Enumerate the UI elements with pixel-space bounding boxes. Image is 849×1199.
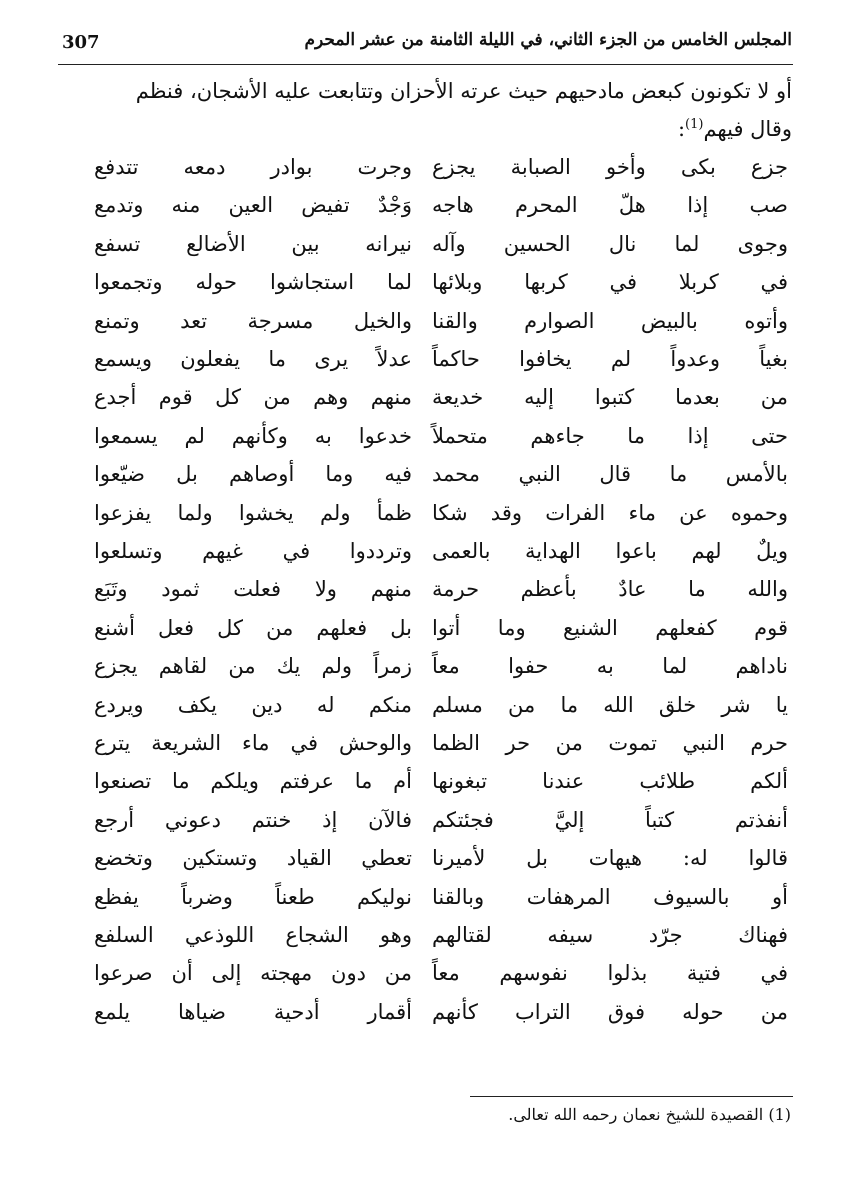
footnote-divider	[470, 1096, 793, 1097]
verse-second-hemistich: منهم ولا فعلت ثمود وتَبَع	[94, 577, 412, 602]
verse-second-hemistich: نوليكم طعناً وضرباً يفظع	[94, 884, 412, 909]
poem-verse	[0, 494, 849, 532]
verse-first-hemistich: ويلٌ لهم باعوا الهداية بالعمى	[432, 539, 788, 563]
intro-line-2	[60, 108, 792, 146]
poem	[0, 148, 849, 1068]
footnote-marker: (1)	[768, 1105, 791, 1124]
verse-first-hemistich: حتى إذا ما جاءهم متحملاً	[432, 423, 788, 448]
verse-first-hemistich: يا شر خلق الله ما من مسلم	[432, 692, 788, 717]
intro-line-2-colon: :	[677, 117, 686, 141]
poem-verse	[0, 686, 849, 724]
verse-first-hemistich: في كربلا في كربها وبلائها	[432, 270, 788, 295]
verse-first-hemistich: أنفذتم كتباً إليَّ فجئتكم	[432, 807, 788, 832]
poem-verse	[0, 532, 849, 570]
footnote	[508, 1102, 791, 1128]
verse-second-hemistich: والخيل مسرجة تعد وتمنع	[94, 308, 412, 333]
verse-first-hemistich: بالأمس ما قال النبي محمد	[432, 462, 788, 487]
verse-first-hemistich: أو بالسيوف المرهفات وبالقنا	[432, 884, 788, 909]
verse-first-hemistich: بغياً وعدواً لم يخافوا حاكماً	[432, 347, 788, 371]
poem-verse	[0, 340, 849, 378]
poem-verse	[0, 916, 849, 954]
verse-first-hemistich: في فتية بذلوا نفوسهم معاً	[432, 961, 788, 986]
verse-first-hemistich: قوم كفعلهم الشنيع وما أتوا	[432, 615, 788, 640]
poem-verse	[0, 801, 849, 839]
verse-second-hemistich: نيرانه بين الأضالع تسفع	[94, 231, 412, 256]
verse-second-hemistich: أقمار أدحية ضياها يلمع	[94, 999, 412, 1024]
verse-second-hemistich: لما استجاشوا حوله وتجمعوا	[94, 270, 412, 295]
verse-first-hemistich: وجوى لما نال الحسين وآله	[432, 231, 788, 256]
verse-second-hemistich: منكم له دين يكف ويردع	[94, 692, 412, 717]
verse-first-hemistich: جزع بكى وأخو الصبابة يجزع	[432, 155, 788, 179]
verse-first-hemistich: فهناك جرّد سيفه لقتالهم	[432, 923, 788, 947]
verse-second-hemistich: وَجْدٌ تفيض العين منه وتدمع	[94, 193, 412, 218]
verse-second-hemistich: وترددوا في غيهم وتسلعوا	[94, 539, 412, 563]
poem-verse	[0, 302, 849, 340]
poem-verse	[0, 148, 849, 186]
poem-verse	[0, 609, 849, 647]
intro-paragraph	[60, 74, 792, 146]
verse-first-hemistich: وأتوه بالبيض الصوارم والقنا	[432, 308, 788, 333]
verse-first-hemistich: حرم النبي تموت من حر الظما	[432, 731, 788, 755]
verse-second-hemistich: تعطي القياد وتستكين وتخضع	[94, 846, 412, 871]
intro-line-1: أو لا تكونون كبعض مادحيهم حيث عرته الأحزان وتتابعت عليه الأشجان، فنظم	[135, 79, 792, 103]
verse-first-hemistich: قالوا له: هيهات بل لأميرنا	[432, 846, 788, 871]
footnote-text: القصيدة للشيخ نعمان رحمه الله تعالى.	[508, 1105, 764, 1124]
poem-verse	[0, 225, 849, 263]
verse-second-hemistich: خدعوا به وكأنهم لم يسمعوا	[94, 423, 412, 448]
page-header	[62, 30, 792, 64]
verse-second-hemistich: فيه وما أوصاهم بل ضيّعوا	[94, 462, 412, 487]
poem-verse	[0, 455, 849, 493]
poem-verse	[0, 954, 849, 992]
poem-verse	[0, 878, 849, 916]
verse-second-hemistich: عدلاً يرى ما يفعلون ويسمع	[94, 347, 412, 371]
verse-first-hemistich: من حوله فوق التراب كأنهم	[432, 999, 788, 1024]
verse-first-hemistich: من بعدما كتبوا إليه خديعة	[432, 385, 788, 410]
verse-first-hemistich: ألكم طلائب عندنا تبغونها	[432, 769, 788, 794]
poem-verse	[0, 762, 849, 800]
running-title: المجلس الخامس من الجزء الثاني، في الليلة الثامنة من عشر المحرم	[304, 30, 792, 50]
verse-first-hemistich: ناداهم لما به حفوا معاً	[432, 654, 788, 679]
verse-second-hemistich: فالآن إذ خنتم دعوني أرجع	[94, 807, 412, 832]
poem-verse	[0, 263, 849, 301]
poem-verse	[0, 647, 849, 685]
verse-second-hemistich: زمراً ولم يك من لقاهم يجزع	[94, 654, 412, 679]
intro-line-2-text: وقال فيهم	[703, 117, 792, 141]
verse-second-hemistich: وجرت بوادر دمعه تتدفع	[94, 155, 412, 179]
verse-second-hemistich: وهو الشجاع اللوذعي السلفع	[94, 923, 412, 947]
verse-second-hemistich: من دون مهجته إلى أن صرعوا	[94, 961, 412, 986]
poem-verse	[0, 993, 849, 1031]
verse-second-hemistich: منهم وهم من كل قوم أجدع	[94, 385, 412, 410]
verse-first-hemistich: صب إذا هلّ المحرم هاجه	[432, 193, 788, 218]
verse-second-hemistich: والوحش في ماء الشريعة يترع	[94, 731, 412, 755]
verse-second-hemistich: ظمأ ولم يخشوا ولما يفزعوا	[94, 500, 412, 525]
header-divider	[58, 64, 793, 65]
poem-verse	[0, 839, 849, 877]
verse-first-hemistich: وحموه عن ماء الفرات وقد شكا	[432, 500, 788, 525]
verse-first-hemistich: والله ما عادٌ بأعظم حرمة	[432, 577, 788, 602]
poem-verse	[0, 378, 849, 416]
poem-verse	[0, 417, 849, 455]
verse-second-hemistich: بل فعلهم من كل فعل أشنع	[94, 615, 412, 640]
footnote-reference[interactable]: (1)	[685, 117, 704, 132]
page-number: 307	[62, 32, 100, 53]
poem-verse	[0, 186, 849, 224]
poem-verse	[0, 724, 849, 762]
verse-second-hemistich: أم ما عرفتم ويلكم ما تصنعوا	[94, 769, 412, 794]
poem-verse	[0, 570, 849, 608]
